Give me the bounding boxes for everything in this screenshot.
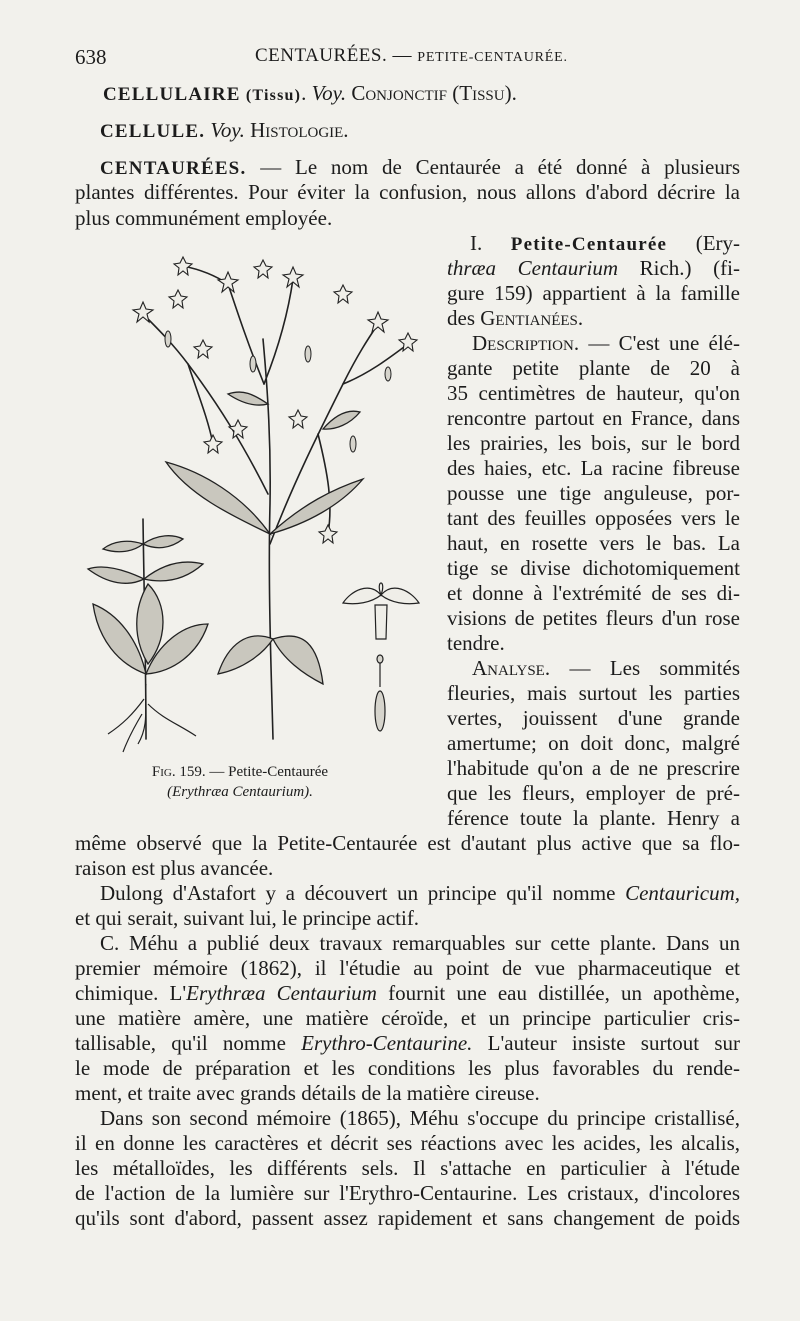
rosette-leaf (88, 567, 144, 583)
text-line: C. Méhu a publié deux travaux remarquables sur cette plante. Dans un (100, 931, 740, 955)
entry-head-centaurees: CENTAURÉES. (100, 158, 247, 179)
text-line: pousse une tige anguleuse, por- (447, 481, 740, 505)
figure-latin-name: (Erythræa Centaurium). (167, 784, 313, 800)
text-line: plantes différentes. Pour éviter la confusion, nous allons d'abord décrire la (75, 180, 740, 204)
text-line (447, 305, 583, 331)
text-fragment: fournit une eau distillée, un apothème, (376, 981, 740, 1005)
text-line: que les fleurs, employer de pré- (447, 781, 740, 805)
figure-title: — Petite-Centaurée (205, 764, 329, 780)
entry-head-tissu: (Tissu) (245, 87, 302, 104)
running-title-separator: — (387, 45, 418, 66)
flower (368, 312, 388, 332)
text-fragment: (Ery- (667, 231, 741, 255)
section-number: I. (470, 231, 483, 255)
leaf (166, 462, 270, 534)
text-line: le mode de préparation et les conditions les plus favorables du rende- (75, 1056, 740, 1080)
description-label: Description. (472, 331, 580, 355)
running-title-main: CENTAURÉES. (255, 45, 388, 66)
text-line: vertes, jouissent d'une grande (447, 706, 740, 730)
text-line (472, 330, 740, 356)
compound-name: Erythro-Centaurine. (301, 1031, 473, 1055)
principle-name: Centauricum, (625, 881, 740, 905)
text-line: des haies, etc. La racine fibreuse (447, 456, 740, 480)
text-line: Dans son second mémoire (1865), Méhu s'occupe du principe cristallisé, (100, 1106, 740, 1130)
text-line (75, 1030, 740, 1056)
text-line: tige se divise dichotomiquement (447, 556, 740, 580)
text-line: une matière amère, une matière céroïde, et un principe particulier cris- (75, 1006, 740, 1030)
text-line: plus communément employée. (75, 206, 333, 230)
text-line: il en donne les caractères et décrit ses réactions avec les acides, les alcalis, (75, 1131, 740, 1155)
text-fragment: L'auteur insiste surtout sur (472, 1031, 741, 1055)
entry-cellulaire: CELLULAIRE (Tissu). Voy. Conjonctif (Tissu). (103, 81, 517, 105)
text-fragment: tallisable, qu'il nomme (75, 1031, 302, 1055)
text-line: raison est plus avancée. (75, 856, 274, 880)
text-line (447, 255, 740, 281)
flower (133, 302, 153, 322)
pistil-detail (375, 655, 385, 731)
rosette-leaf (143, 536, 183, 548)
text-line: haut, en rosette vers le bas. La (447, 531, 740, 555)
family-name: Gentianées. (480, 306, 584, 330)
text-line (100, 880, 740, 906)
flower-detail (343, 583, 419, 639)
text-line: de l'action de la lumière sur l'Erythro-Centaurine. Les cristaux, d'incolores (75, 1181, 740, 1205)
branch-stem (264, 279, 293, 384)
rosette-leaf (103, 541, 143, 551)
text-line (472, 655, 740, 681)
voy-label: Voy. (210, 118, 245, 142)
analyse-label: Analyse. (472, 656, 551, 680)
flower (334, 285, 352, 303)
cross-reference: Histologie. (250, 118, 349, 142)
text-line: férence toute la plante. Henry a (447, 806, 740, 830)
text-line (75, 980, 740, 1006)
text-fragment: Dulong d'Astafort y a découvert un principe qu'il nomme (100, 881, 626, 905)
text-line: même observé que la Petite-Centaurée est d'autant plus active que sa flo- (75, 831, 740, 855)
flower (254, 260, 272, 278)
flower-bud (305, 346, 311, 362)
subentry-head-petite-centauree: Petite-Centaurée (510, 234, 668, 255)
flower (218, 272, 238, 292)
plant-illustration (78, 244, 438, 754)
text-line: les métalloïdes, les différents sels. Il s'attache en particulier à l'étude (75, 1156, 740, 1180)
text-line: amertume; on doit donc, malgré (447, 731, 740, 755)
entry-head-cellule: CELLULE. (100, 121, 206, 142)
text-line: gure 159) appartient à la famille (447, 281, 740, 305)
text-line: qu'ils sont d'abord, passent assez rapidement et sans changement de poids (75, 1206, 740, 1230)
flower (289, 410, 307, 428)
text-fragment: — Les sommités (550, 656, 740, 680)
flower (194, 340, 212, 358)
voy-label: Voy. (311, 81, 347, 105)
text-line: gante petite plante de 20 à (447, 356, 740, 380)
flower (204, 435, 222, 453)
text-fragment: des (447, 306, 481, 330)
rosette-leaf (144, 562, 203, 581)
text-line: — Le nom de Centaurée a été donné à plusieurs (246, 155, 740, 179)
branch-stem (318, 434, 330, 534)
text-line: 35 centimètres de hauteur, qu'on (447, 381, 740, 405)
text-fragment: — C'est une élé- (579, 331, 740, 355)
latin-name: thræa Centaurium (447, 256, 618, 280)
entry-centaurees-line-1 (100, 154, 740, 182)
leaf (270, 479, 363, 534)
text-line: rencontre partout en France, dans (447, 406, 740, 430)
branch-stem (228, 284, 264, 384)
text-line: premier mémoire (1862), il l'étudie au point de vue pharmaceutique et (75, 956, 740, 980)
leaf (218, 636, 273, 674)
text-line: tendre. (447, 631, 505, 655)
branch-stem (188, 364, 213, 444)
page-number: 638 (75, 45, 107, 69)
text-line: et qui serait, suivant lui, le principe actif. (75, 906, 420, 930)
leaf (273, 636, 323, 684)
caption-line-1 (110, 762, 370, 782)
text-fragment: Rich.) (fi- (617, 256, 740, 280)
latin-name: Erythræa Centaurium (186, 981, 377, 1005)
flower-bud (350, 436, 356, 452)
figure-number: Fig. 159. (151, 764, 206, 780)
text-line: visions de petites fleurs d'un rose (447, 606, 740, 630)
flower (229, 420, 247, 438)
entry-cellule (100, 117, 349, 145)
text-line: ment, et traite avec grands détails de la matière cireuse. (75, 1081, 540, 1105)
text-line: fleuries, mais surtout les parties (447, 681, 740, 705)
text-line: tant des feuilles opposées vers le (447, 506, 740, 530)
flower (319, 525, 337, 543)
text-line: les prairies, les bois, sur le bord (447, 431, 740, 455)
page-header (75, 45, 740, 69)
figure-caption (110, 762, 370, 802)
flower-bud (165, 331, 171, 347)
leaf (228, 392, 268, 405)
running-subtitle: PETITE-CENTAURÉE. (417, 50, 568, 65)
flower (169, 290, 187, 308)
entry-head-cellulaire: CELLULAIRE (103, 84, 241, 105)
flower-bud (250, 356, 256, 372)
text-line: et donne à l'extrémité de ses di- (447, 581, 740, 605)
text-fragment: chimique. L' (75, 981, 187, 1005)
running-title (255, 45, 568, 67)
flower (174, 257, 192, 275)
cross-reference: Conjonctif (Tissu). (351, 81, 517, 105)
roots (108, 684, 196, 752)
flower-bud (385, 367, 391, 381)
text-line: l'habitude qu'on a de ne prescrire (447, 756, 740, 780)
text-line (470, 230, 740, 258)
